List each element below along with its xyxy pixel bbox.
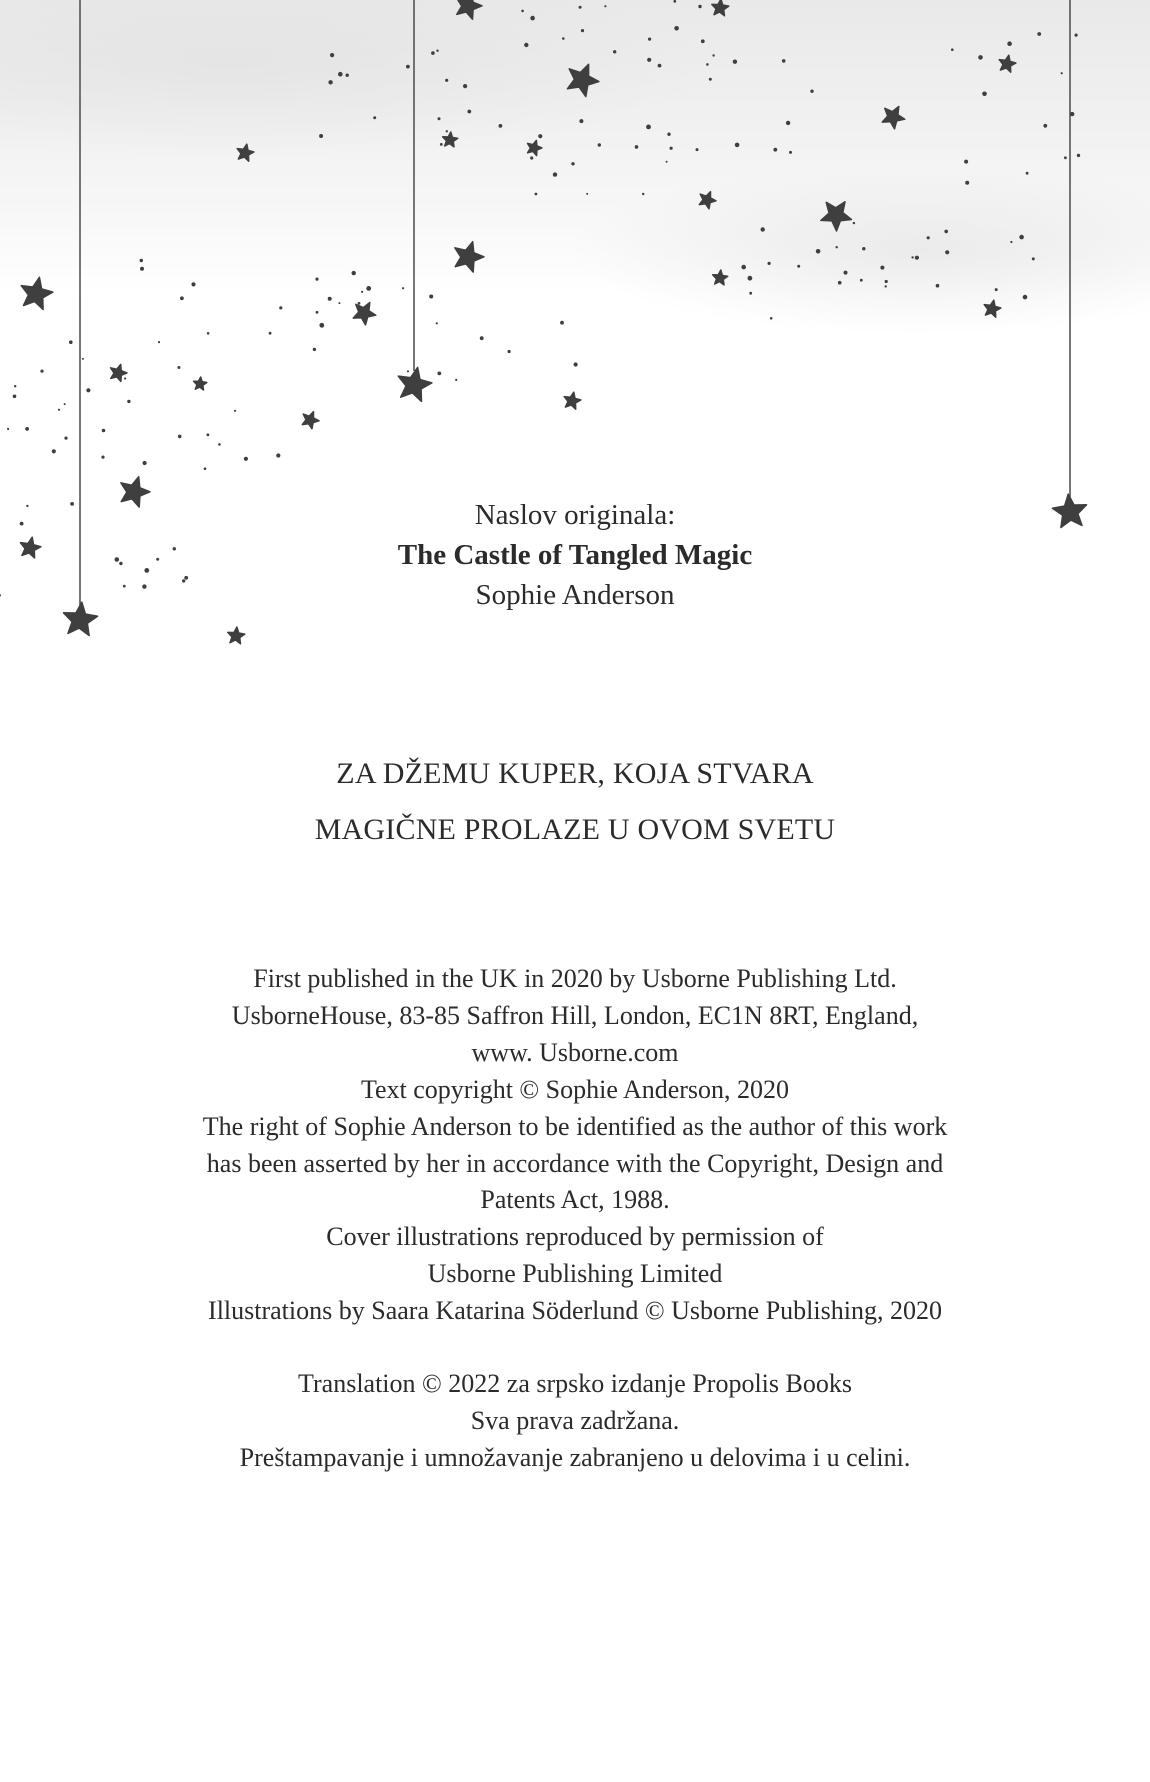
dot-icon — [1032, 257, 1035, 260]
star-icon — [455, 242, 484, 272]
dot-icon — [158, 341, 160, 343]
publication-line: has been asserted by her in accordance with the Copyright, Design and — [206, 1148, 944, 1178]
star-icon — [302, 412, 319, 429]
dot-icon — [646, 125, 651, 130]
dot-icon — [936, 284, 940, 288]
dot-icon — [978, 55, 983, 60]
dot-icon — [440, 143, 443, 146]
dot-icon — [982, 92, 987, 97]
star-icon — [999, 55, 1016, 72]
dot-icon — [431, 51, 435, 55]
dot-icon — [1075, 34, 1078, 37]
dot-icon — [598, 143, 601, 146]
dot-icon — [180, 296, 184, 300]
original-heading: Naslov originala: — [474, 499, 676, 531]
dot-icon — [635, 145, 639, 149]
dot-icon — [613, 50, 616, 53]
dot-icon — [276, 453, 280, 457]
dot-icon — [64, 403, 66, 405]
dot-icon — [1037, 32, 1041, 36]
dot-icon — [124, 377, 126, 379]
dot-icon — [140, 267, 144, 271]
dot-icon — [319, 134, 323, 138]
translation-line: Sva prava zadržana. — [470, 1405, 680, 1435]
dot-icon — [648, 38, 651, 41]
dot-icon — [880, 266, 884, 270]
publication-line: First published in the UK in 2020 by Usborne Publishing Ltd. — [253, 964, 897, 993]
dot-icon — [463, 84, 467, 88]
dot-icon — [480, 336, 484, 340]
star-icon — [882, 107, 905, 129]
dot-icon — [177, 366, 180, 369]
dot-icon — [773, 148, 777, 152]
dot-icon — [58, 409, 60, 411]
dot-icon — [735, 143, 740, 148]
dot-icon — [1023, 295, 1028, 300]
dot-icon — [407, 370, 409, 372]
dot-icon — [438, 117, 441, 120]
dot-icon — [1043, 124, 1047, 128]
dot-icon — [269, 332, 272, 335]
dot-icon — [82, 358, 84, 360]
dot-icon — [816, 249, 821, 254]
dot-icon — [782, 59, 786, 63]
dot-icon — [1010, 241, 1012, 243]
dot-icon — [69, 340, 73, 344]
star-icon — [237, 144, 254, 161]
dot-icon — [140, 259, 143, 262]
dot-icon — [701, 39, 705, 43]
star-icon — [713, 270, 728, 285]
translation-line: Translation © 2022 za srpsko izdanje Propolis Books — [298, 1369, 852, 1398]
publication-line: UsborneHouse, 83-85 Saffron Hill, London, EC1N 8RT, England, — [231, 1000, 919, 1030]
publication-line: www. Usborne.com — [471, 1037, 679, 1067]
publication-line: Text copyright © Sophie Anderson, 2020 — [360, 1074, 790, 1104]
dot-icon — [1077, 154, 1080, 157]
dot-icon — [951, 48, 954, 51]
star-icon — [228, 627, 245, 644]
dot-icon — [102, 429, 106, 433]
dot-icon — [927, 236, 930, 239]
dot-icon — [698, 5, 701, 8]
dot-icon — [25, 427, 29, 431]
dot-icon — [373, 116, 376, 119]
dot-icon — [143, 461, 147, 465]
dot-icon — [995, 288, 998, 291]
publication-line: Patents Act, 1988. — [480, 1185, 670, 1215]
dot-icon — [844, 271, 848, 275]
dot-icon — [1064, 156, 1067, 159]
dot-icon — [581, 29, 584, 32]
dot-icon — [14, 385, 16, 387]
star-icon — [699, 192, 716, 209]
star-icon — [528, 140, 543, 155]
dot-icon — [207, 332, 210, 335]
dot-icon — [670, 147, 673, 150]
dot-icon — [455, 379, 457, 381]
dot-icon — [885, 280, 888, 283]
dot-icon — [361, 291, 363, 293]
translation-info — [0, 1366, 1150, 1477]
dot-icon — [446, 130, 448, 132]
dot-icon — [346, 74, 349, 77]
dot-icon — [538, 134, 542, 138]
dot-icon — [316, 311, 319, 314]
dot-icon — [406, 65, 410, 69]
translation-line: Preštampavanje i umnožavanje zabranjeno u delovima i u celini. — [239, 1442, 911, 1472]
dot-icon — [786, 121, 790, 125]
dedication-line: MAGIČNE PROLAZE U OVOM SVETU — [314, 813, 836, 846]
dot-icon — [52, 449, 56, 453]
star-icon — [194, 377, 207, 390]
publication-line: Usborne Publishing Limited — [427, 1259, 723, 1289]
dot-icon — [521, 10, 524, 13]
dot-icon — [436, 50, 438, 52]
dot-icon — [64, 437, 67, 440]
dot-icon — [965, 181, 969, 185]
dot-icon — [911, 256, 913, 258]
dot-icon — [810, 90, 813, 93]
dot-icon — [319, 323, 324, 328]
dot-icon — [127, 400, 130, 403]
dot-icon — [436, 322, 438, 324]
dot-icon — [13, 395, 17, 399]
dot-icon — [964, 160, 968, 164]
dot-icon — [429, 295, 433, 299]
dot-icon — [674, 26, 679, 31]
dot-icon — [279, 306, 282, 309]
hanging-star-icon — [398, 367, 432, 401]
dedication — [0, 746, 1150, 858]
dot-icon — [1026, 172, 1029, 175]
dot-icon — [467, 110, 471, 114]
dot-icon — [218, 443, 221, 446]
dot-icon — [915, 256, 919, 260]
dot-icon — [860, 279, 863, 282]
original-book-title: The Castle of Tangled Magic — [397, 539, 753, 571]
dot-icon — [1070, 112, 1074, 116]
dot-icon — [944, 230, 948, 234]
dot-icon — [862, 247, 865, 250]
publication-line: Cover illustrations reproduced by permission of — [326, 1222, 824, 1252]
dot-icon — [358, 302, 361, 305]
publication-line: Illustrations by Saara Katarina Söderlund © Usborne Publishing, 2020 — [208, 1296, 942, 1326]
dot-icon — [749, 292, 752, 295]
dot-icon — [579, 119, 583, 123]
dot-icon — [178, 435, 182, 439]
star-icon — [457, 0, 482, 19]
dot-icon — [562, 37, 565, 40]
original-author: Sophie Anderson — [475, 579, 675, 611]
star-icon — [821, 202, 852, 231]
dot-icon — [1061, 72, 1063, 74]
dot-icon — [508, 350, 511, 353]
dedication-line: ZA DŽEMU KUPER, KOJA STVARA — [336, 757, 814, 790]
dot-icon — [696, 148, 699, 151]
dot-icon — [647, 58, 651, 62]
dot-icon — [885, 285, 887, 287]
dot-icon — [330, 53, 334, 57]
dot-icon — [499, 124, 503, 128]
original-title-block — [0, 495, 1150, 615]
dot-icon — [789, 151, 792, 154]
dot-icon — [366, 286, 371, 291]
dot-icon — [204, 467, 207, 470]
dot-icon — [579, 6, 582, 9]
dot-icon — [40, 370, 43, 373]
dot-icon — [402, 287, 404, 289]
dot-icon — [101, 456, 104, 459]
dot-icon — [535, 193, 538, 196]
dot-icon — [797, 265, 800, 268]
dot-icon — [667, 133, 670, 136]
dot-icon — [530, 156, 533, 159]
dot-icon — [207, 433, 210, 436]
dot-icon — [666, 161, 668, 163]
dot-icon — [673, 0, 676, 3]
dot-icon — [553, 172, 557, 176]
dot-icon — [7, 428, 9, 430]
star-icon — [567, 64, 599, 96]
dot-icon — [328, 80, 332, 84]
dot-icon — [748, 276, 753, 281]
star-icon — [712, 0, 729, 16]
dot-icon — [445, 79, 448, 82]
dot-icon — [586, 193, 588, 195]
publication-info — [0, 961, 1150, 1330]
dot-icon — [712, 54, 714, 56]
dot-icon — [530, 16, 535, 21]
dot-icon — [328, 297, 332, 301]
dot-icon — [706, 63, 709, 66]
dot-icon — [709, 78, 712, 81]
dot-icon — [560, 321, 564, 325]
dot-icon — [1007, 41, 1012, 46]
dot-icon — [524, 43, 528, 47]
dot-icon — [761, 227, 765, 231]
dot-icon — [313, 348, 316, 351]
dot-icon — [853, 222, 855, 224]
dot-icon — [571, 162, 574, 165]
dot-icon — [768, 262, 771, 265]
dot-icon — [836, 246, 838, 248]
dot-icon — [338, 72, 343, 77]
star-icon — [984, 300, 1001, 317]
star-icon — [353, 303, 376, 325]
dot-icon — [1019, 235, 1024, 240]
dot-icon — [315, 278, 318, 281]
publication-line: The right of Sophie Anderson to be identified as the author of this work — [202, 1111, 948, 1141]
dot-icon — [437, 372, 441, 376]
star-icon — [564, 392, 581, 409]
star-icon — [21, 277, 53, 309]
dot-icon — [945, 250, 949, 254]
dot-icon — [658, 64, 662, 68]
dot-icon — [244, 457, 248, 461]
dot-icon — [574, 362, 578, 366]
dot-icon — [770, 317, 773, 320]
dot-icon — [741, 265, 746, 270]
dot-icon — [604, 5, 606, 7]
dot-icon — [338, 302, 340, 304]
dot-icon — [838, 281, 842, 285]
dot-icon — [234, 410, 236, 412]
star-icon — [443, 132, 458, 147]
dot-icon — [352, 271, 356, 275]
dot-icon — [191, 282, 195, 286]
dot-icon — [733, 60, 737, 64]
dot-icon — [86, 388, 90, 392]
dot-icon — [642, 193, 644, 195]
